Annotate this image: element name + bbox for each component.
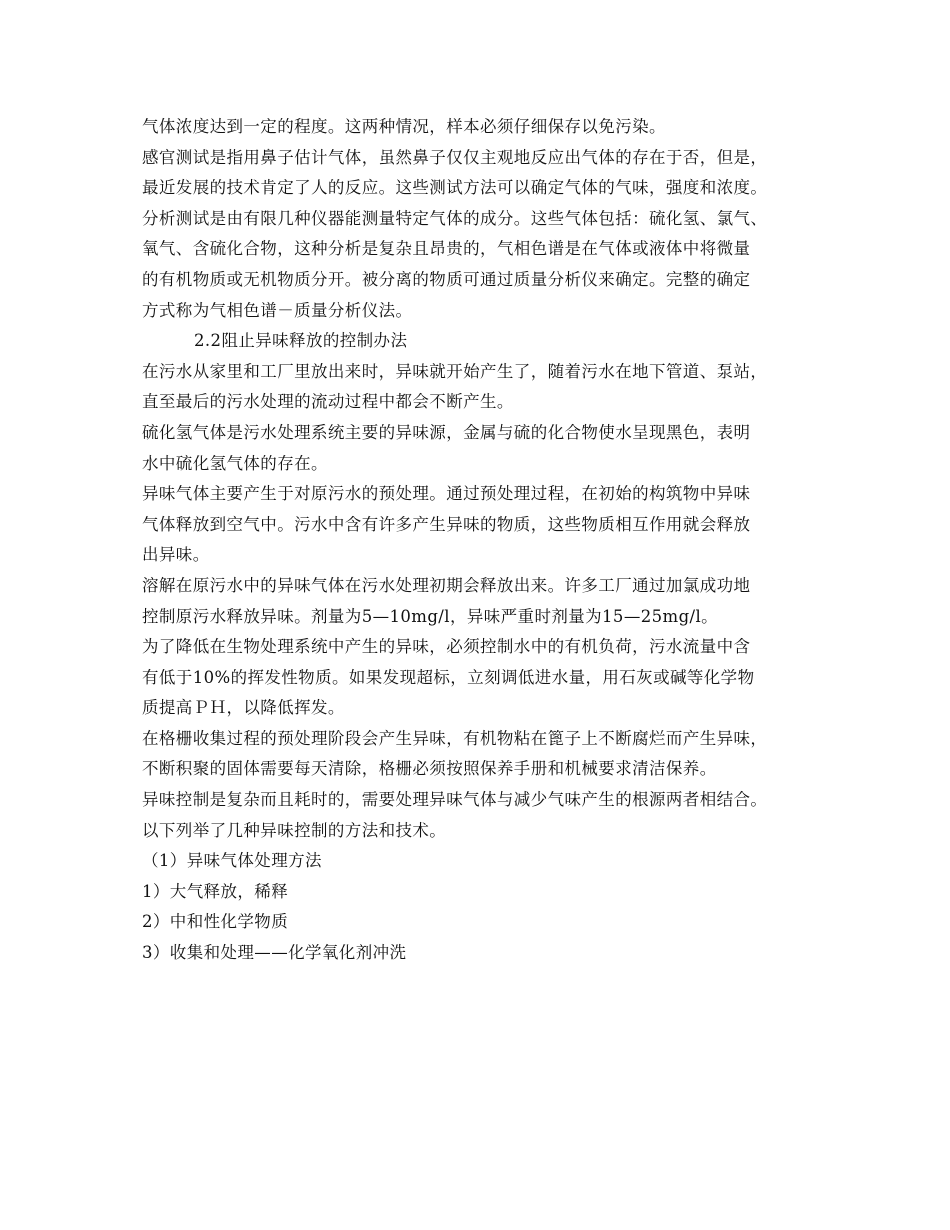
paragraph-line: 直至最后的污水处理的流动过程中都会不断产生。 (142, 392, 514, 412)
paragraph-line: 气体释放到空气中。污水中含有许多产生异味的物质，这些物质相互作用就会释放 (142, 514, 751, 534)
paragraph-line: 出异味。 (142, 545, 210, 565)
list-item: 1）大气释放，稀释 (142, 881, 289, 901)
paragraph-line: 感官测试是指用鼻子估计气体，虽然鼻子仅仅主观地反应出气体的存在于否，但是， (142, 147, 768, 167)
paragraph-line: 溶解在原污水中的异味气体在污水处理初期会释放出来。许多工厂通过加氯成功地 (142, 575, 751, 595)
paragraph-line: 控制原污水释放异味。剂量为5—10mg/l，异味严重时剂量为15—25mg/l。 (142, 606, 719, 626)
paragraph-line: 硫化氢气体是污水处理系统主要的异味源，金属与硫的化合物使水呈现黑色，表明 (142, 422, 751, 442)
document-body (142, 112, 842, 969)
paragraph-line: 不断积聚的固体需要每天清除，格栅必须按照保养手册和机械要求清洁保养。 (142, 759, 717, 779)
paragraph-line: 有低于10%的挥发性物质。如果发现超标，立刻调低进水量，用石灰或碱等化学物 (142, 667, 755, 687)
paragraph-line: 异味气体主要产生于对原污水的预处理。通过预处理过程，在初始的构筑物中异味 (142, 484, 751, 504)
paragraph-line: 最近发展的技术肯定了人的反应。这些测试方法可以确定气体的气味，强度和浓度。 (142, 178, 768, 198)
paragraph-line: 异味控制是复杂而且耗时的，需要处理异味气体与减少气味产生的根源两者相结合。 (142, 790, 768, 810)
paragraph-line: 在格栅收集过程的预处理阶段会产生异味，有机物粘在篦子上不断腐烂而产生异味， (142, 728, 768, 748)
paragraph-line: 在污水从家里和工厂里放出来时，异味就开始产生了，随着污水在地下管道、泵站， (142, 361, 768, 381)
section-heading: 2.2阻止异味释放的控制办法 (194, 331, 408, 351)
paragraph-line: 为了降低在生物处理系统中产生的异味，必须控制水中的有机负荷，污水流量中含 (142, 637, 751, 657)
list-item: 2）中和性化学物质 (142, 912, 289, 932)
list-heading: （1）异味气体处理方法 (142, 851, 322, 871)
paragraph-line: 氧气、含硫化合物，这种分析是复杂且昂贵的，气相色谱是在气体或液体中将微量 (142, 239, 751, 259)
list-item: 3）收集和处理——化学氧化剂冲洗 (142, 943, 407, 963)
paragraph-line: 以下列举了几种异味控制的方法和技术。 (142, 820, 447, 840)
paragraph-line: 的有机物质或无机物质分开。被分离的物质可通过质量分析仪来确定。完整的确定 (142, 269, 751, 289)
paragraph-line: 质提高ＰＨ，以降低挥发。 (142, 698, 345, 718)
paragraph-line: 水中硫化氢气体的存在。 (142, 453, 328, 473)
paragraph-line: 方式称为气相色谱－质量分析仪法。 (142, 300, 413, 320)
paragraph-line: 气体浓度达到一定的程度。这两种情况，样本必须仔细保存以免污染。 (142, 117, 666, 136)
paragraph-line: 分析测试是由有限几种仪器能测量特定气体的成分。这些气体包括：硫化氢、氯气、 (142, 208, 768, 228)
